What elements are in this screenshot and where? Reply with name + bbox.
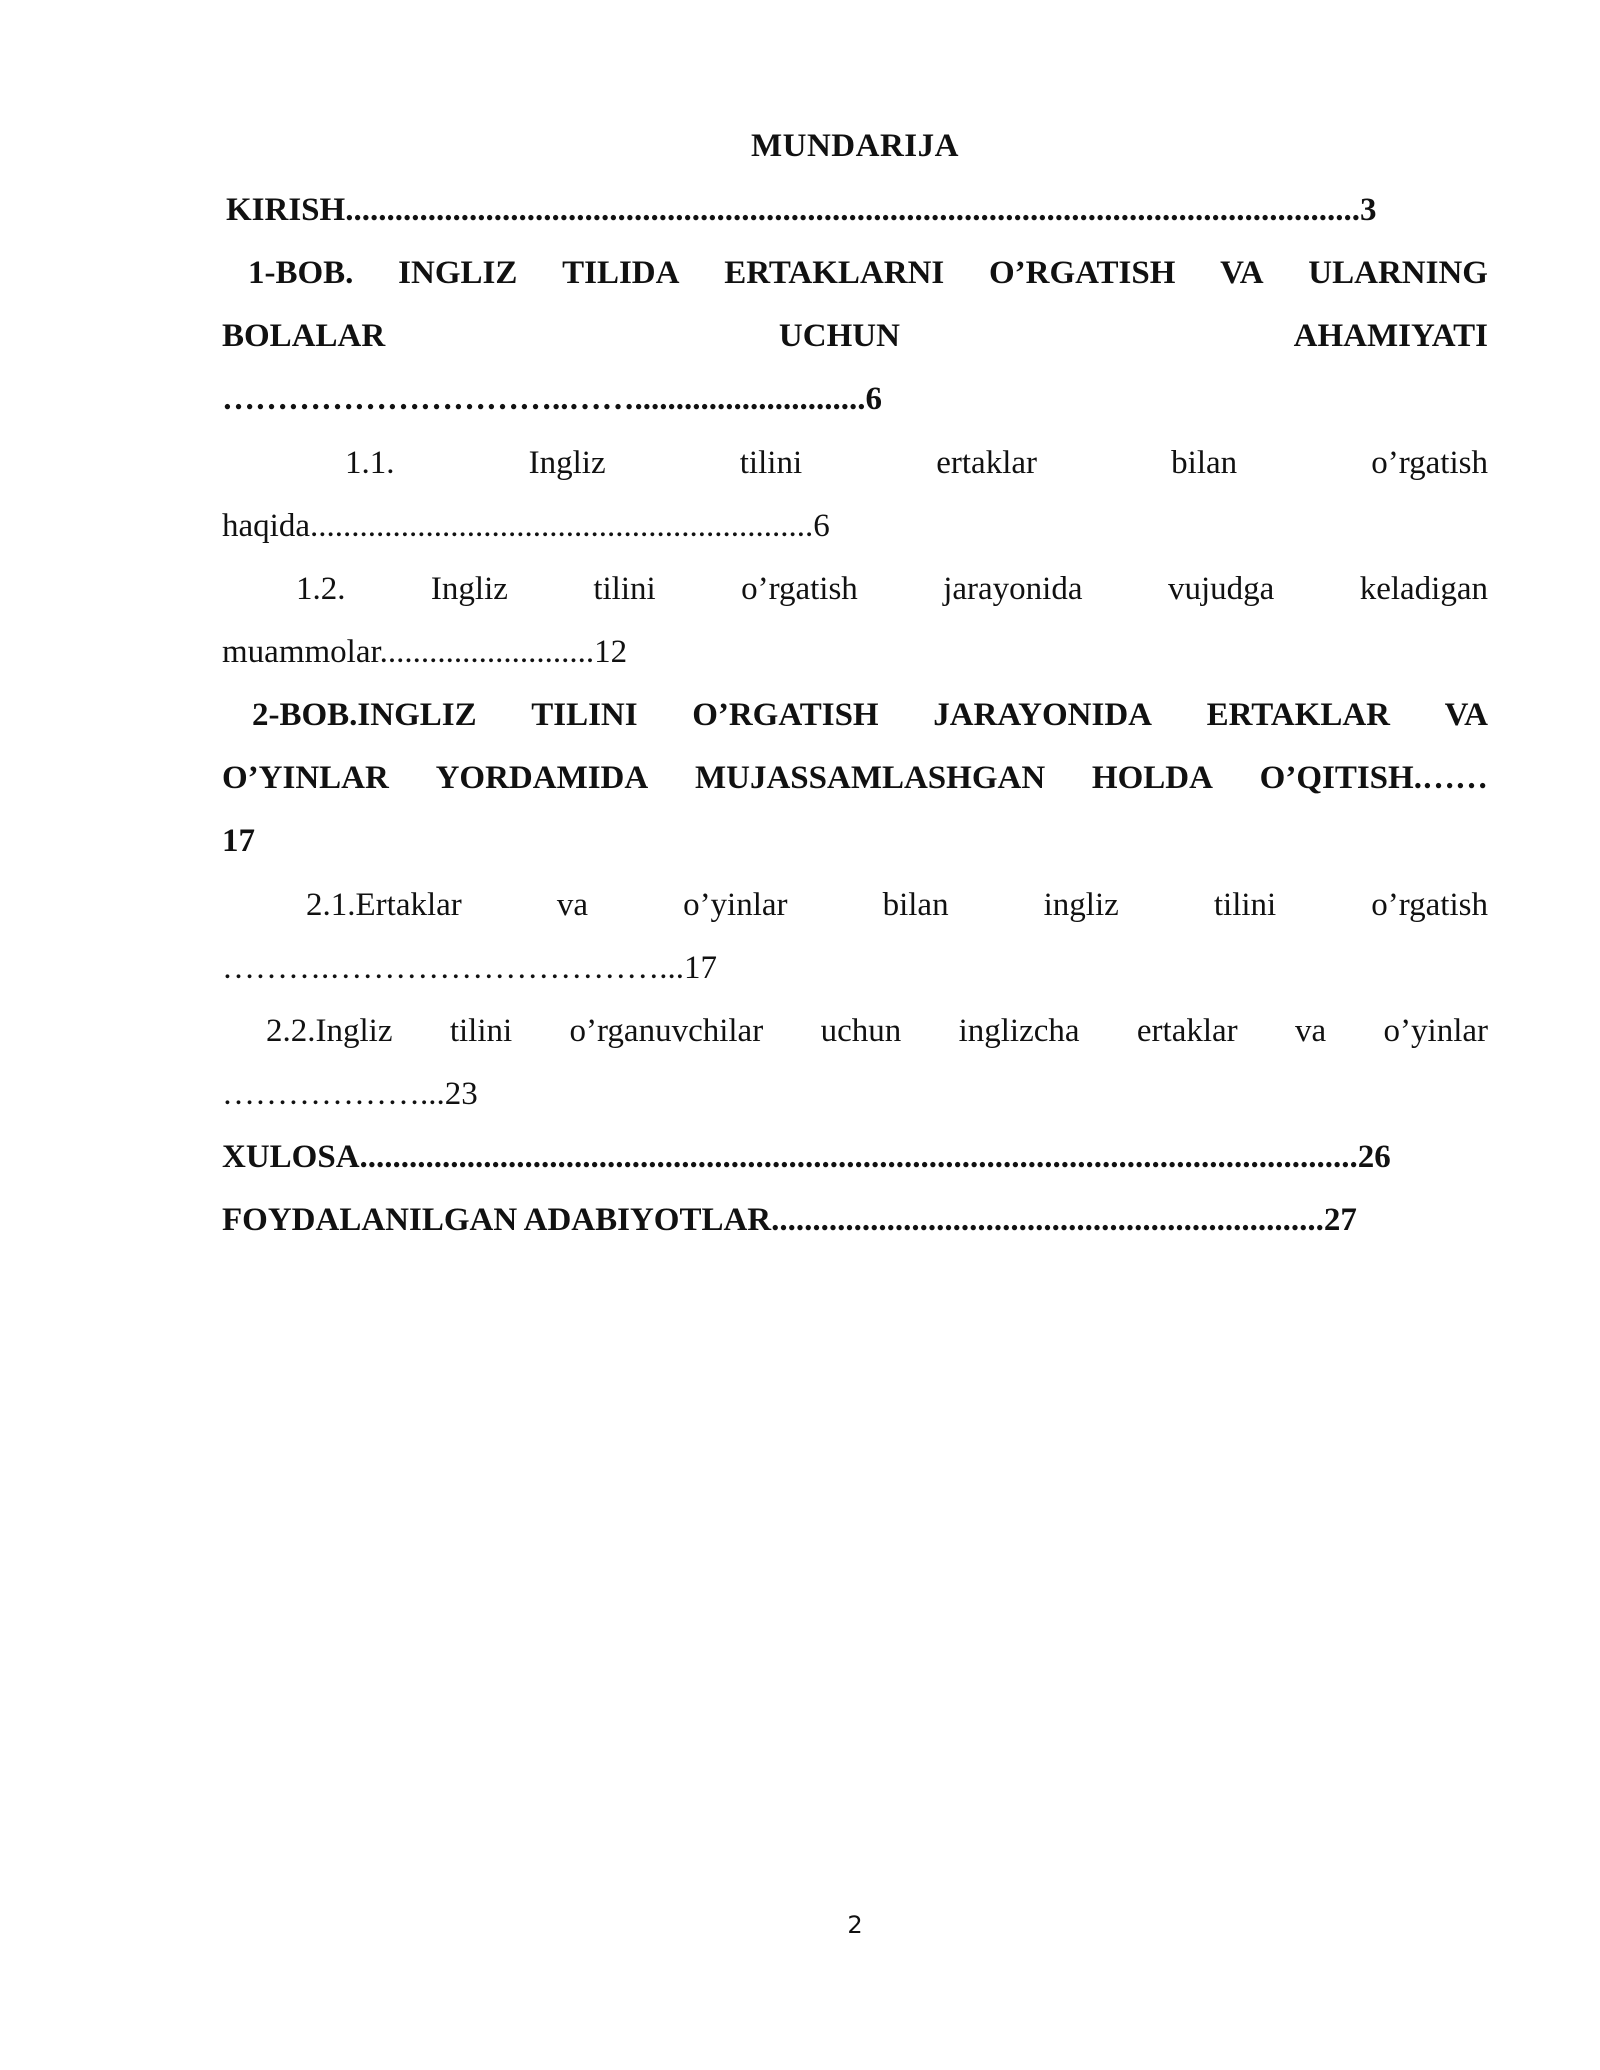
toc-word: TILINI <box>531 697 638 733</box>
toc-word: VA <box>1444 697 1488 733</box>
toc-word: bilan <box>882 887 949 923</box>
toc-word: inglizcha <box>958 1013 1080 1049</box>
toc-word: 2-BOB.INGLIZ <box>252 697 477 733</box>
toc-entry-bob2-line3: 17 <box>222 823 255 859</box>
toc-word: va <box>556 887 588 923</box>
toc-word: ertaklar <box>936 445 1038 481</box>
toc-word: o’yinlar <box>1383 1013 1488 1049</box>
toc-word: ERTAKLAR <box>1206 697 1390 733</box>
toc-word: o’rgatish <box>1371 887 1488 923</box>
toc-word: 1.2. <box>296 571 346 607</box>
toc-word: BOLALAR <box>222 318 386 354</box>
toc-word: tilini <box>449 1013 513 1049</box>
toc-word: jarayonida <box>943 571 1083 607</box>
toc-word: O’RGATISH <box>692 697 879 733</box>
toc-word: TILIDA <box>562 255 680 291</box>
toc-word: MUJASSAMLASHGAN <box>694 760 1046 796</box>
toc-word: AHAMIYATI <box>1293 318 1488 354</box>
toc-entry-1-1-line1 <box>345 443 1488 483</box>
toc-entry-kirish: KIRISH...........................................................................................................................3 <box>226 192 1377 228</box>
toc-entry-xulosa: XULOSA.........................................................................................................................26 <box>222 1139 1391 1175</box>
toc-entry-bob1-line3: …………………………..……............................6 <box>222 381 882 417</box>
toc-word: vujudga <box>1167 571 1275 607</box>
toc-word: Ingliz <box>528 445 606 481</box>
toc-word: 1.1. <box>345 445 395 481</box>
toc-entry-2-2-line1 <box>266 1011 1488 1051</box>
toc-entry-1-2-line2: muammolar..........................12 <box>222 634 628 670</box>
toc-word: va <box>1295 1013 1327 1049</box>
toc-word: ERTAKLARNI <box>724 255 945 291</box>
toc-word: 2.2.Ingliz <box>266 1013 393 1049</box>
toc-entry-1-2-line1 <box>296 569 1488 609</box>
toc-word: HOLDA <box>1091 760 1213 796</box>
toc-word: tilini <box>593 571 656 607</box>
toc-word: o’rganuvchilar <box>569 1013 764 1049</box>
toc-word: 2.1.Ertaklar <box>306 887 462 923</box>
toc-word: JARAYONIDA <box>933 697 1152 733</box>
toc-entry-2-1-line2: ……….…………………………...17 <box>222 950 717 986</box>
toc-entry-bob1-line1 <box>248 253 1488 293</box>
toc-word: Ingliz <box>430 571 508 607</box>
toc-word: ertaklar <box>1136 1013 1238 1049</box>
toc-word: ULARNING <box>1308 255 1488 291</box>
toc-word: o’yinlar <box>683 887 788 923</box>
toc-word: bilan <box>1171 445 1238 481</box>
toc-word: tilini <box>739 445 803 481</box>
page-number: 2 <box>847 1911 863 1939</box>
toc-word: uchun <box>820 1013 902 1049</box>
toc-entry-2-1-line1 <box>306 885 1488 925</box>
toc-word: keladigan <box>1359 571 1488 607</box>
toc-word: O’QITISH.…… <box>1259 760 1488 796</box>
toc-entry-1-1-line2: haqida.............................................................6 <box>222 508 830 544</box>
toc-word: INGLIZ <box>398 255 518 291</box>
toc-word: ingliz <box>1043 887 1119 923</box>
page-title: MUNDARIJA <box>751 128 959 164</box>
toc-word: VA <box>1220 255 1264 291</box>
toc-entry-bob2-line1 <box>252 695 1488 735</box>
toc-word: 1-BOB. <box>248 255 354 291</box>
toc-word: O’RGATISH <box>989 255 1176 291</box>
toc-entry-bob2-line2 <box>222 758 1488 798</box>
toc-word: YORDAMIDA <box>435 760 649 796</box>
toc-word: O’YINLAR <box>222 760 389 796</box>
toc-entry-2-2-line2: ………………...23 <box>222 1076 478 1112</box>
toc-word: UCHUN <box>778 318 900 354</box>
toc-word: tilini <box>1213 887 1277 923</box>
toc-entry-bob1-line2 <box>222 316 1488 356</box>
toc-word: o’rgatish <box>1371 445 1488 481</box>
toc-entry-adabiyotlar: FOYDALANILGAN ADABIYOTLAR...................................................................27 <box>222 1202 1357 1238</box>
toc-word: o’rgatish <box>741 571 858 607</box>
